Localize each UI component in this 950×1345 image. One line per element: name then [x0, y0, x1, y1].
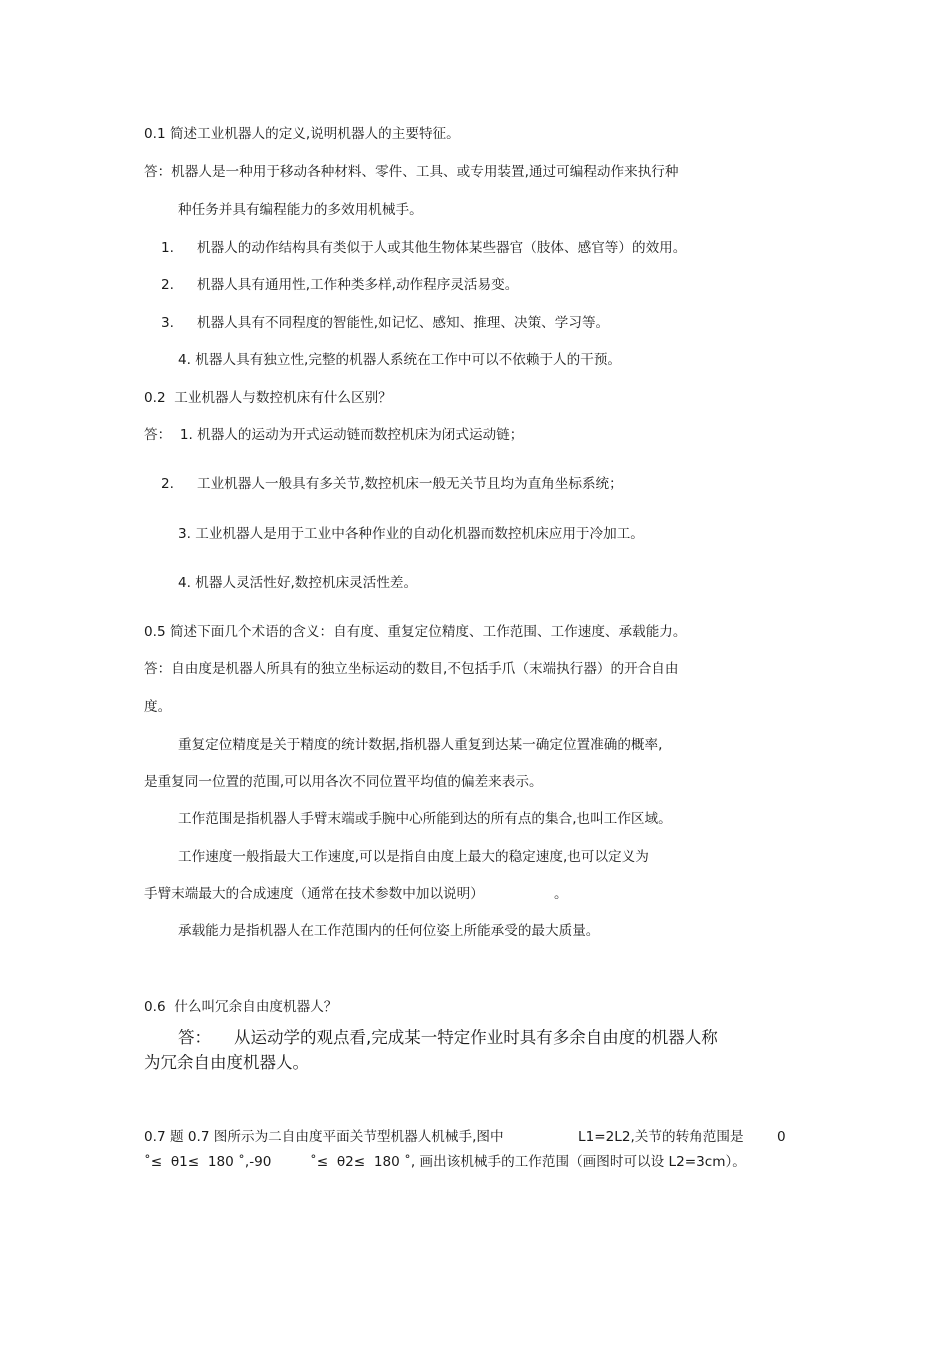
- q02-item3: 3. 工业机器人是用于工业中各种作业的自动化机器而数控机床应用于冷加工。: [178, 526, 644, 542]
- q07-line1-part1: 0.7 题 0.7 图所示为二自由度平面关节型机器人机械手,图中: [144, 1129, 504, 1145]
- q02-item2-text: 工业机器人一般具有多关节,数控机床一般无关节且均为直角坐标系统；: [197, 476, 623, 492]
- q01-item2-text: 机器人具有通用性,工作种类多样,动作程序灵活易变。: [197, 277, 519, 293]
- q07-line2-part1: ˚≤ θ1≤ 180 ˚,-90: [144, 1154, 272, 1170]
- q01-title: 0.1 简述工业机器人的定义,说明机器人的主要特征。: [144, 126, 460, 142]
- q07-line2-part2: ˚≤ θ2≤ 180 ˚, 画出该机械手的工作范围（画图时可以设 L2=3cm）。: [310, 1154, 746, 1170]
- q05-speed-period: 。: [554, 886, 568, 902]
- q05-repeatability-line2: 是重复同一位置的范围,可以用各次不同位置平均值的偏差来表示。: [144, 774, 543, 790]
- q01-item3-number: 3.: [161, 315, 174, 331]
- q06-answer-line1: 从运动学的观点看,完成某一特定作业时具有多余自由度的机器人称: [234, 1028, 718, 1047]
- q07-line1-part3: 0: [777, 1129, 786, 1145]
- q05-speed-line2: 手臂末端最大的合成速度（通常在技术参数中加以说明）: [144, 886, 484, 902]
- q01-item2-number: 2.: [161, 277, 174, 293]
- q07-line1-part2: L1=2L2,关节的转角范围是: [578, 1129, 744, 1145]
- q01-answer-line2: 种任务并具有编程能力的多效用机械手。: [178, 202, 423, 218]
- q05-title: 0.5 简述下面几个术语的含义：自有度、重复定位精度、工作范围、工作速度、承载能力。: [144, 624, 687, 640]
- q06-title: 0.6 什么叫冗余自由度机器人？: [144, 999, 338, 1015]
- q01-item1-number: 1.: [161, 240, 174, 256]
- q02-item4: 4. 机器人灵活性好,数控机床灵活性差。: [178, 575, 418, 591]
- q05-dof-line1: 答：自由度是机器人所具有的独立坐标运动的数目,不包括手爪（末端执行器）的开合自由: [144, 661, 679, 677]
- q01-answer-line1: 答：机器人是一种用于移动各种材料、零件、工具、或专用装置,通过可编程动作来执行种: [144, 164, 679, 180]
- q06-answer-label: 答：: [178, 1028, 211, 1047]
- q06-answer-line2: 为冗余自由度机器人。: [144, 1053, 309, 1072]
- q02-answer1: 答： 1. 机器人的运动为开式运动链而数控机床为闭式运动链；: [144, 427, 524, 443]
- q02-title: 0.2 工业机器人与数控机床有什么区别？: [144, 390, 392, 406]
- q05-dof-line2: 度。: [144, 699, 172, 715]
- q01-item3-text: 机器人具有不同程度的智能性,如记忆、感知、推理、决策、学习等。: [197, 315, 610, 331]
- q01-item4: 4. 机器人具有独立性,完整的机器人系统在工作中可以不依赖于人的干预。: [178, 352, 622, 368]
- q05-speed-line1: 工作速度一般指最大工作速度,可以是指自由度上最大的稳定速度,也可以定义为: [178, 849, 649, 865]
- q05-load-capacity: 承载能力是指机器人在工作范围内的任何位姿上所能承受的最大质量。: [178, 923, 600, 939]
- q01-item1-text: 机器人的动作结构具有类似于人或其他生物体某些器官（肢体、感官等）的效用。: [197, 240, 687, 256]
- q05-repeatability-line1: 重复定位精度是关于精度的统计数据,指机器人重复到达某一确定位置准确的概率,: [178, 737, 663, 753]
- q05-work-range: 工作范围是指机器人手臂末端或手腕中心所能到达的所有点的集合,也叫工作区域。: [178, 811, 672, 827]
- q02-item2-number: 2.: [161, 476, 174, 492]
